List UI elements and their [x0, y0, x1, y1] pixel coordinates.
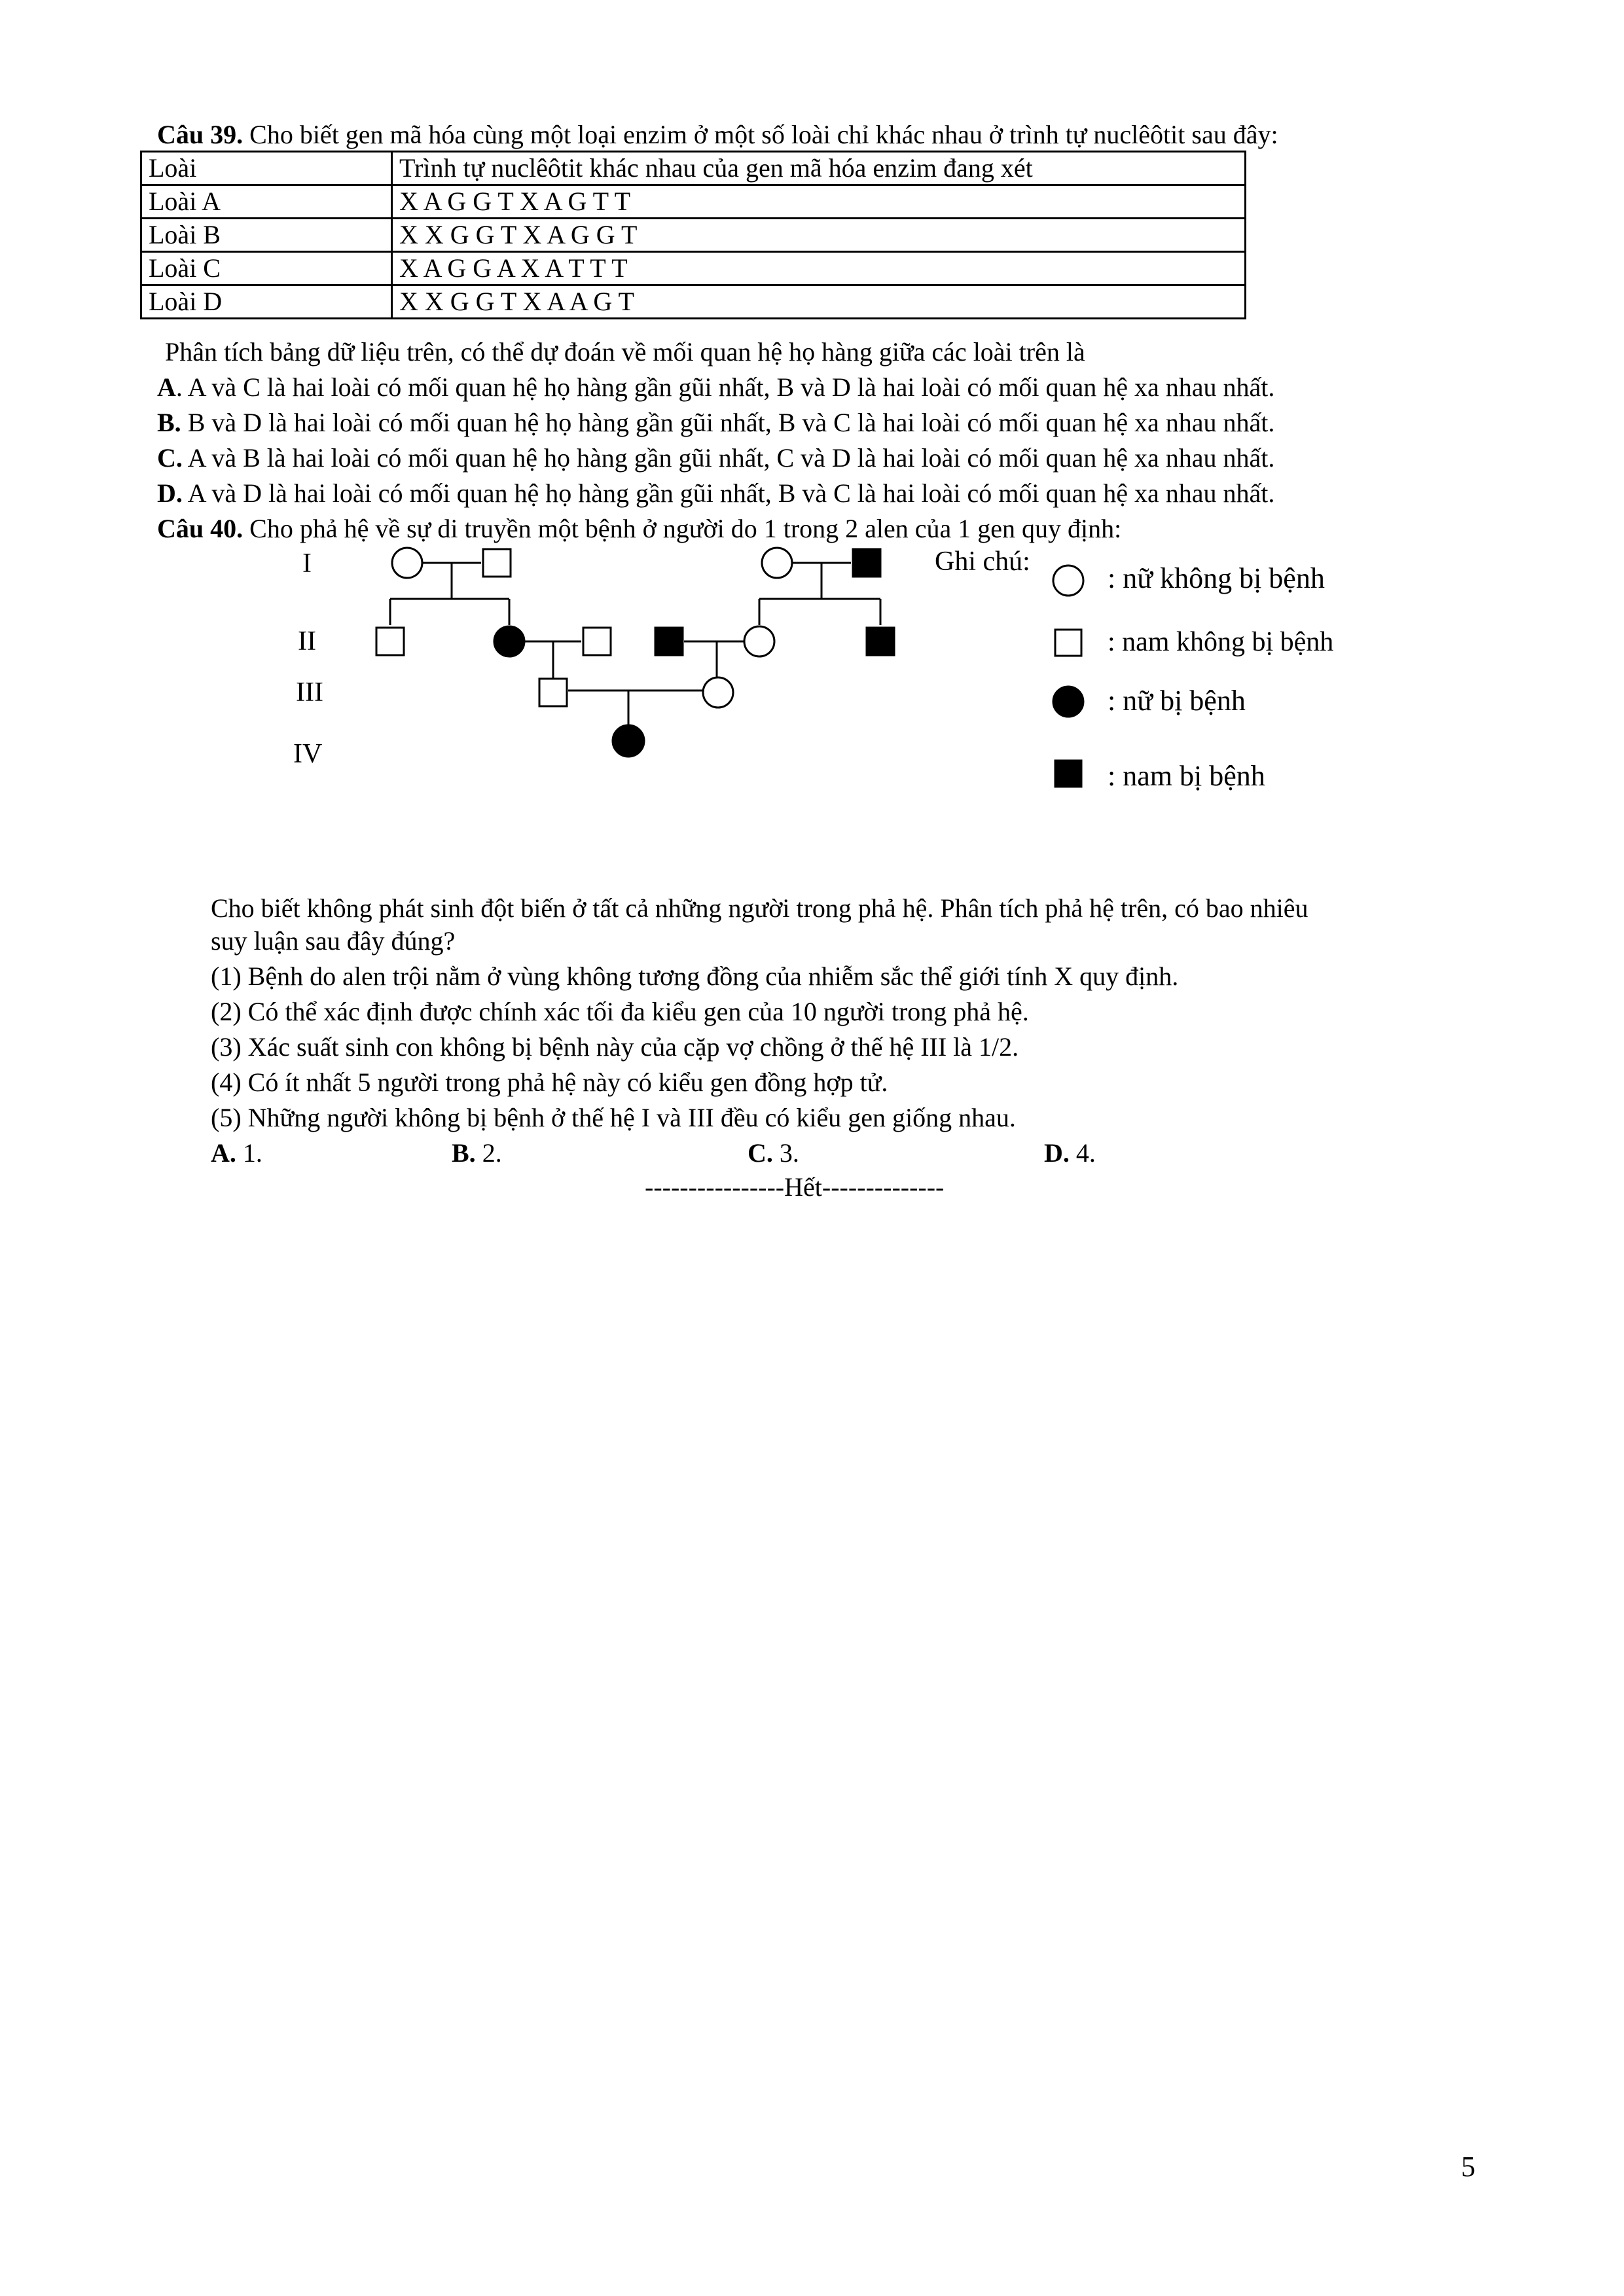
table-cell-species: Loài B: [141, 219, 392, 252]
table-header-cell: Loài: [141, 152, 392, 185]
table-cell-sequence: X A G G T X A G T T: [392, 185, 1246, 219]
pedigree-individuals: [376, 548, 1083, 787]
male-unaffected-icon: [376, 628, 404, 655]
q40-paragraph-line2: suy luận sau đây đúng?: [211, 926, 456, 956]
option-text: A và D là hai loài có mối quan hệ họ hàng gần gũi nhất, B và C là hai loài có mối quan hệ xa nhau nhất.: [182, 478, 1275, 508]
legend-female-affected: : nữ bị bệnh: [1108, 685, 1246, 717]
legend-female-affected-icon: [1053, 687, 1083, 717]
table-cell-species: Loài D: [141, 285, 392, 319]
q40-number: Câu 40.: [157, 514, 244, 543]
male-unaffected-icon: [483, 549, 511, 577]
q39-number: Câu 39.: [157, 120, 244, 149]
table-cell-species: Loài A: [141, 185, 392, 219]
male-affected-icon: [655, 628, 683, 655]
option-text: A và B là hai loài có mối quan hệ họ hàng gần gũi nhất, C và D là hai loài có mối quan hệ xa nhau nhất.: [182, 443, 1275, 473]
answer-letter: D.: [1044, 1138, 1070, 1168]
q39-stem: Cho biết gen mã hóa cùng một loại enzim ở một số loài chỉ khác nhau ở trình tự nuclêôtit sau đây:: [243, 120, 1278, 149]
legend-title: Ghi chú:: [935, 547, 1030, 577]
option-text: B và D là hai loài có mối quan hệ họ hàng gần gũi nhất, B và C là hai loài có mối quan hệ xa nhau nhất.: [181, 408, 1275, 437]
female-affected-icon: [613, 725, 644, 757]
legend-male-affected-icon: [1055, 761, 1081, 787]
legend-female-unaffected-icon: [1053, 565, 1083, 596]
option-letter: C.: [157, 443, 183, 473]
table-cell-species: Loài C: [141, 252, 392, 285]
q40-answer-d: [1044, 1138, 1096, 1169]
option-letter: B.: [157, 408, 181, 437]
pedigree-diagram: [0, 0, 1624, 851]
female-affected-icon: [494, 626, 524, 656]
q40-statement: (5) Những người không bị bệnh ở thế hệ I và III đều có kiểu gen giống nhau.: [211, 1103, 1016, 1132]
q40-answer-c: [748, 1138, 799, 1169]
answer-letter: A.: [211, 1138, 236, 1168]
generation-label: I: [302, 548, 312, 579]
answer-value: 4.: [1069, 1138, 1096, 1168]
q39-prompt: Phân tích bảng dữ liệu trên, có thể dự đoán về mối quan hệ họ hàng giữa các loài trên là: [165, 337, 1085, 367]
legend-male-affected: : nam bị bệnh: [1108, 760, 1265, 792]
legend-male-unaffected: : nam không bị bệnh: [1108, 627, 1334, 657]
q40-paragraph-line1: Cho biết không phát sinh đột biến ở tất cả những người trong phả hệ. Phân tích phả hệ trên, có bao nhiêu: [211, 893, 1308, 923]
option-letter: A: [157, 372, 176, 402]
q40-statement: (4) Có ít nhất 5 người trong phả hệ này có kiểu gen đồng hợp tử.: [211, 1067, 888, 1097]
answer-letter: C.: [748, 1138, 773, 1168]
q40-answer-a: [211, 1138, 262, 1169]
table-cell-sequence: X X G G T X A G G T: [392, 219, 1246, 252]
female-unaffected-icon: [703, 677, 733, 708]
generation-label: III: [296, 677, 323, 708]
option-letter: D.: [157, 478, 183, 508]
q40-statement: (3) Xác suất sinh con không bị bệnh này của cặp vợ chồng ở thế hệ III là 1/2.: [211, 1032, 1019, 1062]
table-header-cell: Trình tự nuclêôtit khác nhau của gen mã hóa enzim đang xét: [392, 152, 1246, 185]
generation-label: II: [298, 626, 316, 656]
female-unaffected-icon: [392, 548, 422, 578]
pedigree-lines: [390, 563, 880, 725]
legend-female-unaffected: : nữ không bị bệnh: [1108, 562, 1325, 594]
q40-answer-b: [452, 1138, 502, 1169]
answer-value: 3.: [772, 1138, 799, 1168]
generation-label: IV: [293, 739, 323, 769]
male-affected-icon: [867, 628, 894, 655]
answer-value: 1.: [236, 1138, 262, 1168]
answer-value: 2.: [475, 1138, 502, 1168]
female-unaffected-icon: [744, 626, 774, 656]
table-cell-sequence: X X G G T X A A G T: [392, 285, 1246, 319]
legend-male-unaffected-icon: [1055, 630, 1081, 656]
page-number: 5: [1461, 2151, 1475, 2183]
q40-statement: (1) Bệnh do alen trội nằm ở vùng không tương đồng của nhiễm sắc thể giới tính X quy định.: [211, 961, 1179, 991]
answer-letter: B.: [452, 1138, 476, 1168]
male-affected-icon: [853, 549, 880, 577]
male-unaffected-icon: [539, 679, 567, 706]
table-cell-sequence: X A G G A X A T T T: [392, 252, 1246, 285]
male-unaffected-icon: [583, 628, 611, 655]
q40-statement: (2) Có thể xác định được chính xác tối đa kiểu gen của 10 người trong phả hệ.: [211, 997, 1029, 1026]
option-text: . A và C là hai loài có mối quan hệ họ hàng gần gũi nhất, B và D là hai loài có mối quan hệ xa nhau nhất.: [175, 372, 1275, 402]
female-unaffected-icon: [762, 548, 792, 578]
q40-stem: Cho phả hệ về sự di truyền một bệnh ở người do 1 trong 2 alen của 1 gen quy định:: [243, 514, 1122, 543]
end-marker: ----------------Hết--------------: [645, 1172, 945, 1202]
